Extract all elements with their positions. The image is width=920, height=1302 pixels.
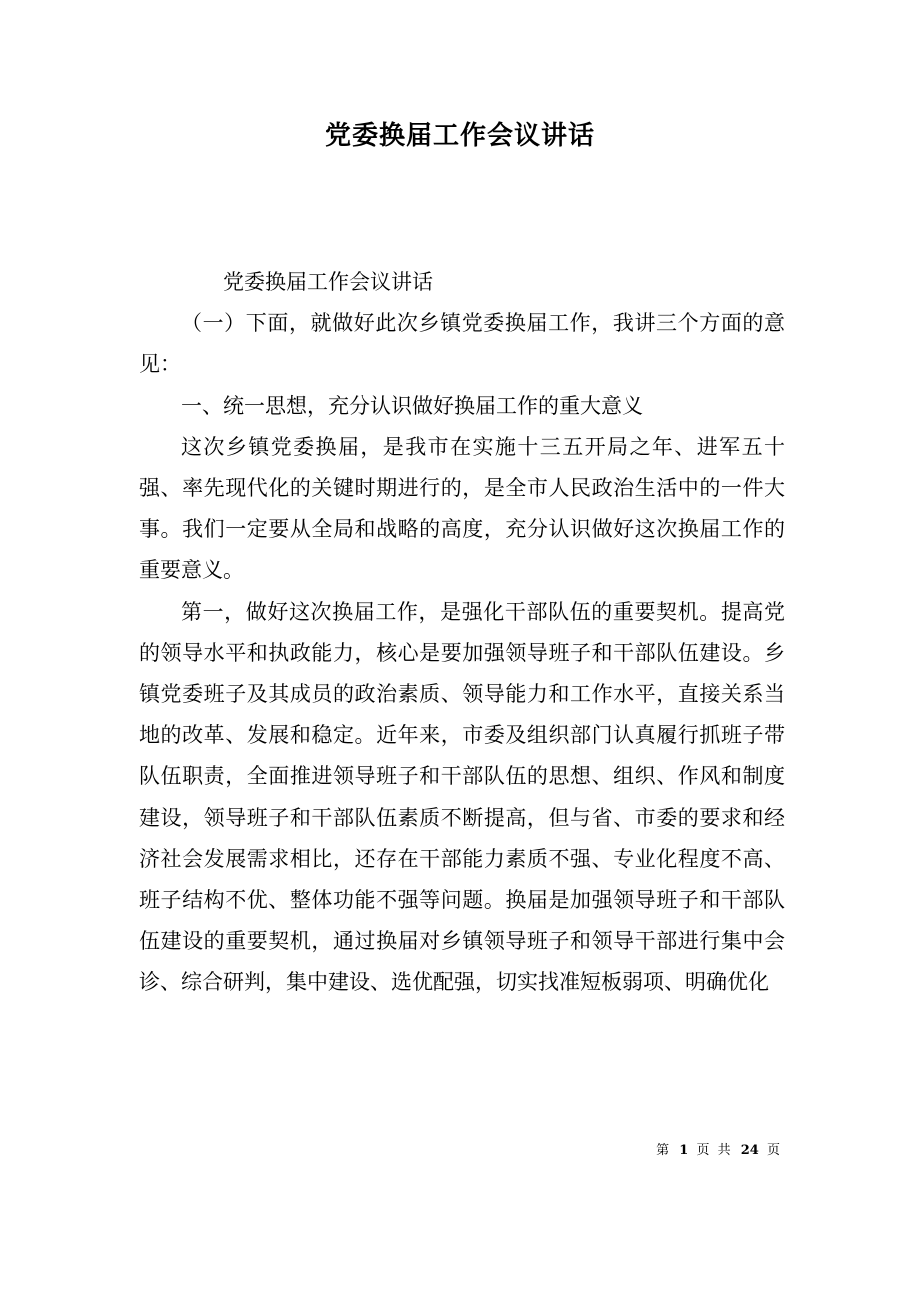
body-paragraph: 这次乡镇党委换届，是我市在实施十三五开局之年、进军五十强、率先现代化的关键时期进行的，是全市人民政治生活中的一件大事。我们一定要从全局和战略的高度，充分认识做好这次换届工作的重要意义。 [139, 434, 785, 583]
document-body [139, 262, 785, 1004]
footer-middle: 页 共 [696, 1143, 733, 1158]
total-page-count: 24 [740, 1143, 759, 1158]
document-title: 党委换届工作会议讲话 [324, 121, 595, 151]
body-subtitle-paragraph: 党委换届工作会议讲话 [223, 270, 433, 294]
footer-suffix: 页 [766, 1143, 782, 1158]
body-paragraph: 第一，做好这次换届工作，是强化干部队伍的重要契机。提高党的领导水平和执政能力，核心是要加强领导班子和干部队伍建设。乡镇党委班子及其成员的政治素质、领导能力和工作水平，直接关系当地的改革、发展和稳定。近年来，市委及组织部门认真履行抓班子带队伍职责，全面推进领导班子和干部队伍的思想、组织、作风和制度建设，领导班子和干部队伍素质不断提高，但与省、市委的要求和经济社会发展需求相比，还存在干部能力素质不强、专业化程度不高、班子结构不优、整体功能不强等问题。换届是加强领导班子和干部队伍建设的重要契机，通过换届对乡镇领导班子和领导干部进行集中会诊、综合研判，集中建设、选优配强，切实找准短板弱项、明确优化 [139, 599, 785, 995]
intro-paragraph: （一）下面，就做好此次乡镇党委换届工作，我讲三个方面的意见： [139, 311, 785, 377]
page-number-footer [656, 1141, 782, 1161]
footer-prefix: 第 [656, 1143, 672, 1158]
section-heading-paragraph: 一、统一思想，充分认识做好换届工作的重大意义 [181, 393, 643, 418]
current-page-number: 1 [679, 1143, 689, 1158]
